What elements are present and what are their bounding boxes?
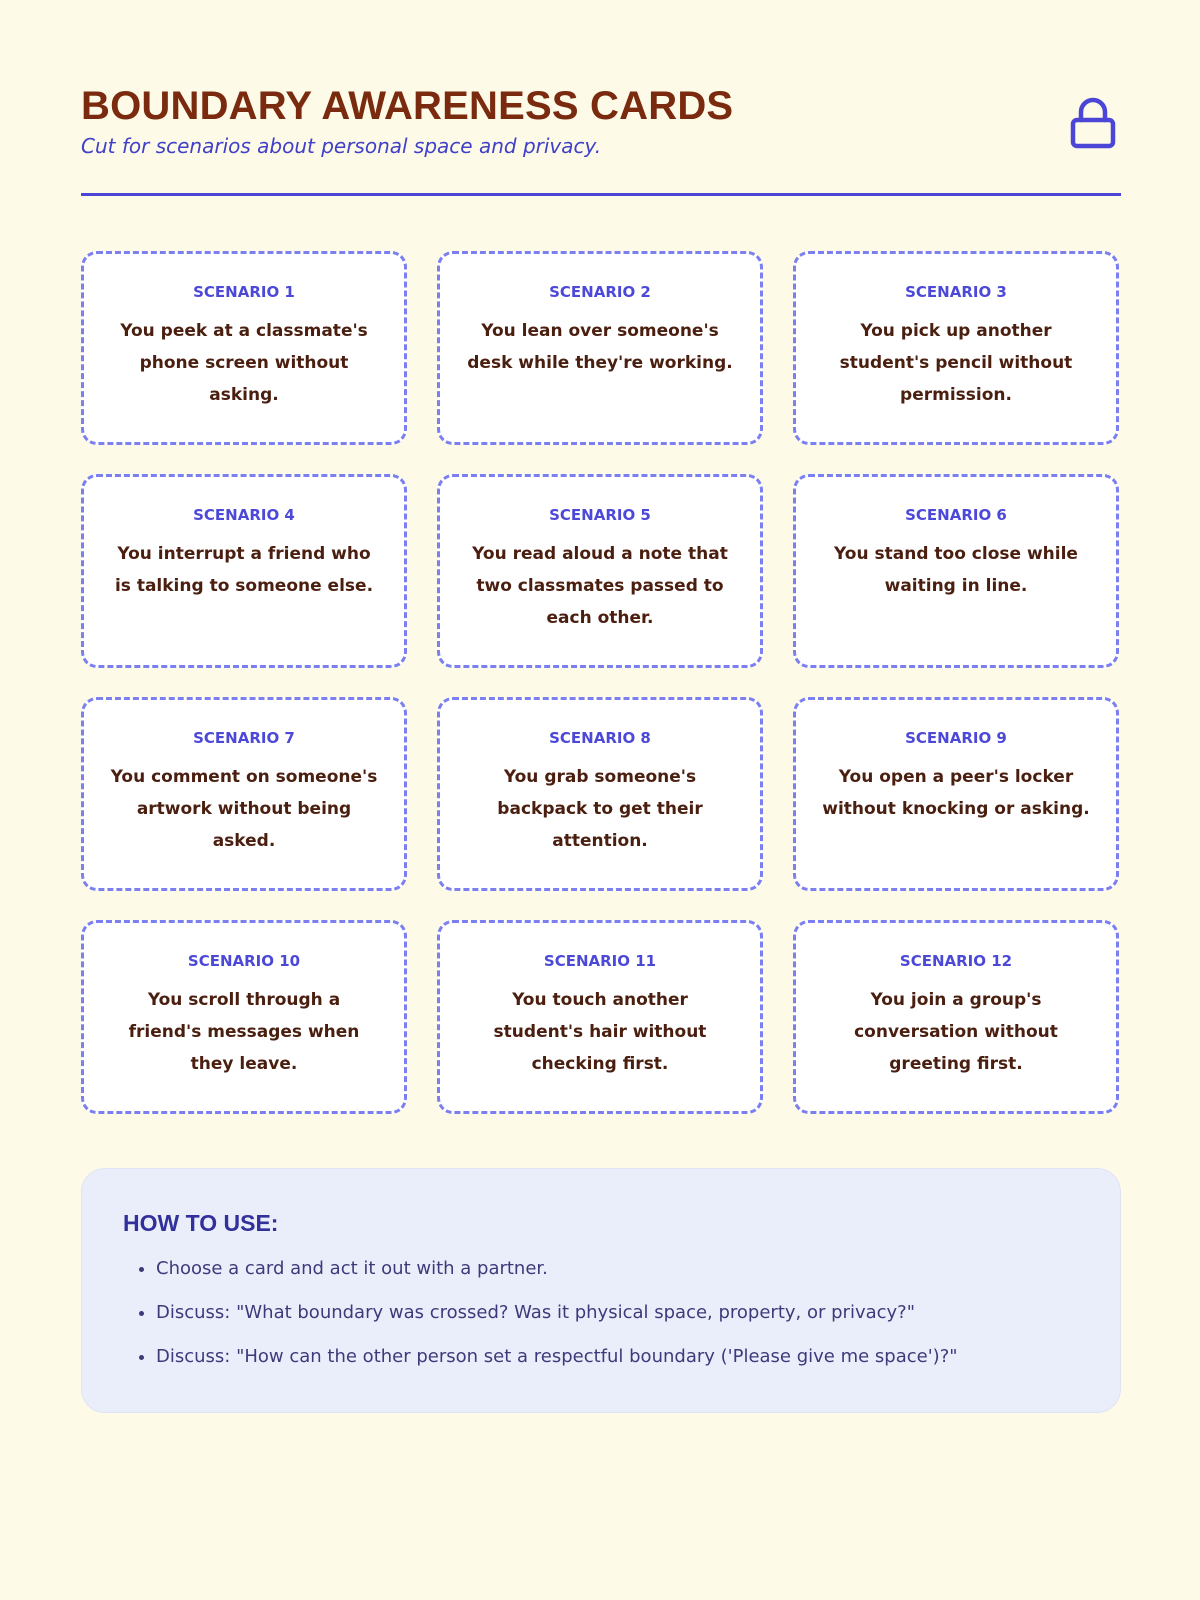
scenario-card-12 (793, 920, 1119, 1114)
instruction-item: • Discuss: "How can the other person set a respectful boundary ('Please give me space')?" (156, 1335, 1080, 1379)
how-to-use-list (123, 1247, 1080, 1379)
scenario-text: You peek at a classmate's phone screen without asking. (120, 321, 368, 405)
scenario-text: You interrupt a friend who is talking to someone else. (114, 544, 374, 596)
scenario-label: SCENARIO 12 (899, 952, 1013, 970)
scenario-card-4 (81, 474, 407, 668)
scenario-label: SCENARIO 8 (549, 729, 651, 747)
scenario-card-10 (81, 920, 407, 1114)
scenario-text: You scroll through a friend's messages when they leave. (128, 990, 360, 1074)
scenario-text: You grab someone's backpack to get their attention. (497, 767, 703, 851)
scenario-card-7 (81, 697, 407, 891)
instruction-item: • Choose a card and act it out with a partner. (156, 1247, 1080, 1291)
scenario-text: You touch another student's hair without checking first. (493, 990, 707, 1074)
scenario-card-11 (437, 920, 763, 1114)
scenario-text: You lean over someone's desk while they're working. (467, 321, 733, 373)
page-subtitle: Cut for scenarios about personal space and privacy. (81, 134, 602, 158)
scenario-label: SCENARIO 6 (905, 506, 1007, 524)
scenario-label: SCENARIO 4 (193, 506, 295, 524)
scenario-card-grid (81, 251, 1121, 1114)
page-header (81, 82, 1121, 160)
scenario-label: SCENARIO 2 (549, 283, 651, 301)
scenario-card-6 (793, 474, 1119, 668)
scenario-label: SCENARIO 3 (905, 283, 1007, 301)
scenario-label: SCENARIO 1 (193, 283, 295, 301)
scenario-text: You stand too close while waiting in line. (834, 544, 1078, 596)
scenario-text: You open a peer's locker without knocking or asking. (822, 767, 1090, 819)
scenario-card-3 (793, 251, 1119, 445)
scenario-label: SCENARIO 10 (187, 952, 301, 970)
lock-icon (1069, 96, 1117, 152)
instruction-item: • Discuss: "What boundary was crossed? Was it physical space, property, or privacy?" (156, 1291, 1080, 1335)
scenario-label: SCENARIO 5 (549, 506, 651, 524)
header-divider (81, 193, 1121, 196)
scenario-text: You pick up another student's pencil without permission. (839, 321, 1073, 405)
scenario-card-9 (793, 697, 1119, 891)
scenario-text: You comment on someone's artwork without being asked. (110, 767, 378, 851)
scenario-text: You join a group's conversation without greeting first. (854, 990, 1058, 1074)
scenario-card-5 (437, 474, 763, 668)
how-to-use-title: HOW TO USE: (123, 1210, 279, 1236)
page-title: BOUNDARY AWARENESS CARDS (81, 84, 734, 128)
scenario-text: You read aloud a note that two classmates passed to each other. (472, 544, 728, 628)
scenario-card-2 (437, 251, 763, 445)
scenario-label: SCENARIO 7 (193, 729, 295, 747)
scenario-label: SCENARIO 11 (543, 952, 657, 970)
scenario-label: SCENARIO 9 (905, 729, 1007, 747)
how-to-use-panel (81, 1168, 1121, 1413)
scenario-card-8 (437, 697, 763, 891)
scenario-card-1 (81, 251, 407, 445)
